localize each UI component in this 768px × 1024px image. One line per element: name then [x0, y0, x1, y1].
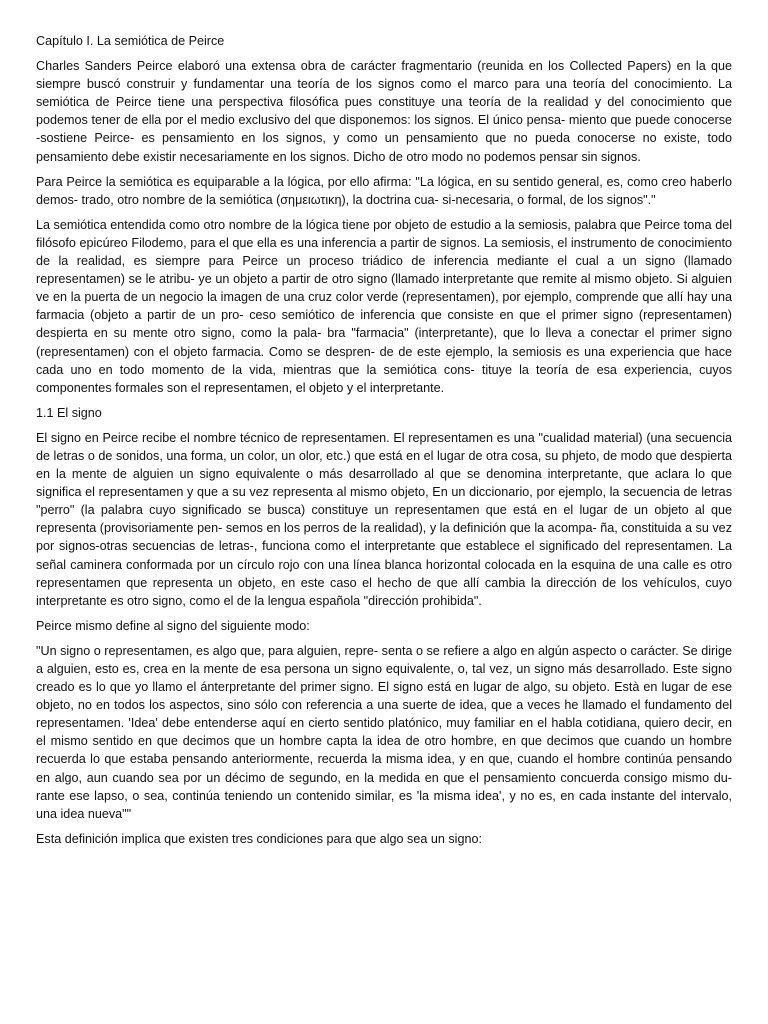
paragraph-semiosis: La semiótica entendida como otro nombre de la lógica tiene por objeto de estudio a la semiosis, palabra que Peirce toma del filósofo epicúreo Filodemo, para el que ella es una inferencia a partir de signos. La semiosis, el instrumento de conocimiento de la realidad, es siempre para Peirce un proceso triádico de inferencia mediante el cual a un signo (llamado representamen) se le atribu- ye un objeto a partir de otro signo (llamado interpretante que remite al mismo objeto. Si alguien ve en la puerta de un negocio la imagen de una cruz color verde (representamen), por ejemplo, comprende que allí hay una farmacia (objeto a partir de un pro- ceso semiótico de inferencia que consiste en que el primer signo (representamen) despierta en su mente otro signo, como la pala- bra "farmacia" (interpretante), que lo lleva a conectar el primer signo (representamen) con el objeto farmacia. Como se despren- de de este ejemplo, la semiosis es una experiencia que hace cada uno en todo momento de la vida, mientras que la semiótica cons- tituye la teoría de esa experiencia, cuyos componentes formales son el representamen, el objeto y el interpretante. — [36, 217, 732, 395]
section-title: 1.1 El signo — [36, 405, 102, 420]
paragraph-conditions: Esta definición implica que existen tres condiciones para que algo sea un signo: — [36, 831, 482, 846]
paragraph-intro: Charles Sanders Peirce elaboró una extensa obra de carácter fragmentario (reunida en los Collected Papers) en la que siempre buscó construir y fundamentar una teoría de los signos como el marco para una teoría del conocimiento. La semiótica de Peirce tiene una perspectiva filosófica pues constituye una teoría de la realidad y del conocimiento que podemos tener de ella por el medio exclusivo del que disponemos: los signos. El único pensa- miento que puede conocerse -sostiene Peirce- es pensamiento en los signos, y como un pensamiento que no pueda conocerse no existe, todo pensamiento debe existir necesariamente en los signos. Dicho de otro modo no podemos pensar sin signos. — [36, 59, 732, 164]
paragraph-sign: El signo en Peirce recibe el nombre técnico de representamen. El representamen es una "cualidad material) (una secuencia de letras o de sonidos, una forma, un color, un olor, etc.) que está en el lugar de otra cosa, su phjeto, de modo que despierta en la mente de alguien un signo equivalente o más desarrollado al que se denomina interpretante, que aclara lo que significa el representamen y que a su vez representa al mismo objeto, En un diccionario, por ejemplo, la secuencia de letras "perro" (la palabra cuyo significado se busca) constituye un representamen que está en el lugar de un objeto al que representa (provisoriamente pen- semos en los perros de la realidad), y la definición que la acompa- ña, constituida a su vez por signos-otras secuencias de letras-, funciona como el interpretante que establece el significado del representamen. La señal caminera conformada por un círculo rojo con una línea blanca horizontal colocada en la esquina de una calle es otro representamen que representa un objeto, en este caso el hecho de que allí cambia la dirección de los vehículos, cuyo interpretante es otro signo, como el de la lengua española "dirección prohibida". — [36, 430, 732, 608]
chapter-title: Capítulo I. La semiótica de Peirce — [36, 34, 225, 48]
document-page — [36, 32, 732, 855]
paragraph-quote: "Un signo o representamen, es algo que, para alguien, repre- senta o se refiere a algo en algún aspecto o carácter. Se dirige a alguien, esto es, crea en la mente de esa persona un signo equivalente, o, tal vez, un signo más desarrollado. Este signo creado es lo que yo llamo el ánterpretante del primer signo. El signo está en lugar de algo, su objeto. Està en lugar de ese objeto, no en todos los aspectos, sino sólo con referencia a una suerte de idea, que a veces he llamado el fundamento del representamen. 'Idea' debe entenderse aquí en cierto sentido platónico, muy familiar en el habla cotidiana, quiero decir, en el mismo sentido en que decimos que un hombre capta la idea de otro hombre, en que decimos que cuando un hombre recuerda lo que estaba pensando anteriormente, recuerda la misma idea, y en que, cuando el hombre continúa pensando en algo, aun cuando sea por un décimo de segundo, en la medida en que el pensamiento concuerda consigo mismo du- rante ese lapso, o sea, continúa teniendo un contenido similar, es 'la misma idea', y no es, en cada instante del intervalo, una idea nueva"" — [36, 643, 732, 821]
paragraph-logic: Para Peirce la semiótica es equiparable a la lógica, por ello afirma: "La lógica, en su sentido general, es, como creo haberlo demos- trado, otro nombre de la semiótica (σημειωτικη), la doctrina cua- si-necesaria, o formal, de los signos"." — [36, 174, 732, 207]
paragraph-definition-intro: Peirce mismo define al signo del siguiente modo: — [36, 618, 310, 633]
